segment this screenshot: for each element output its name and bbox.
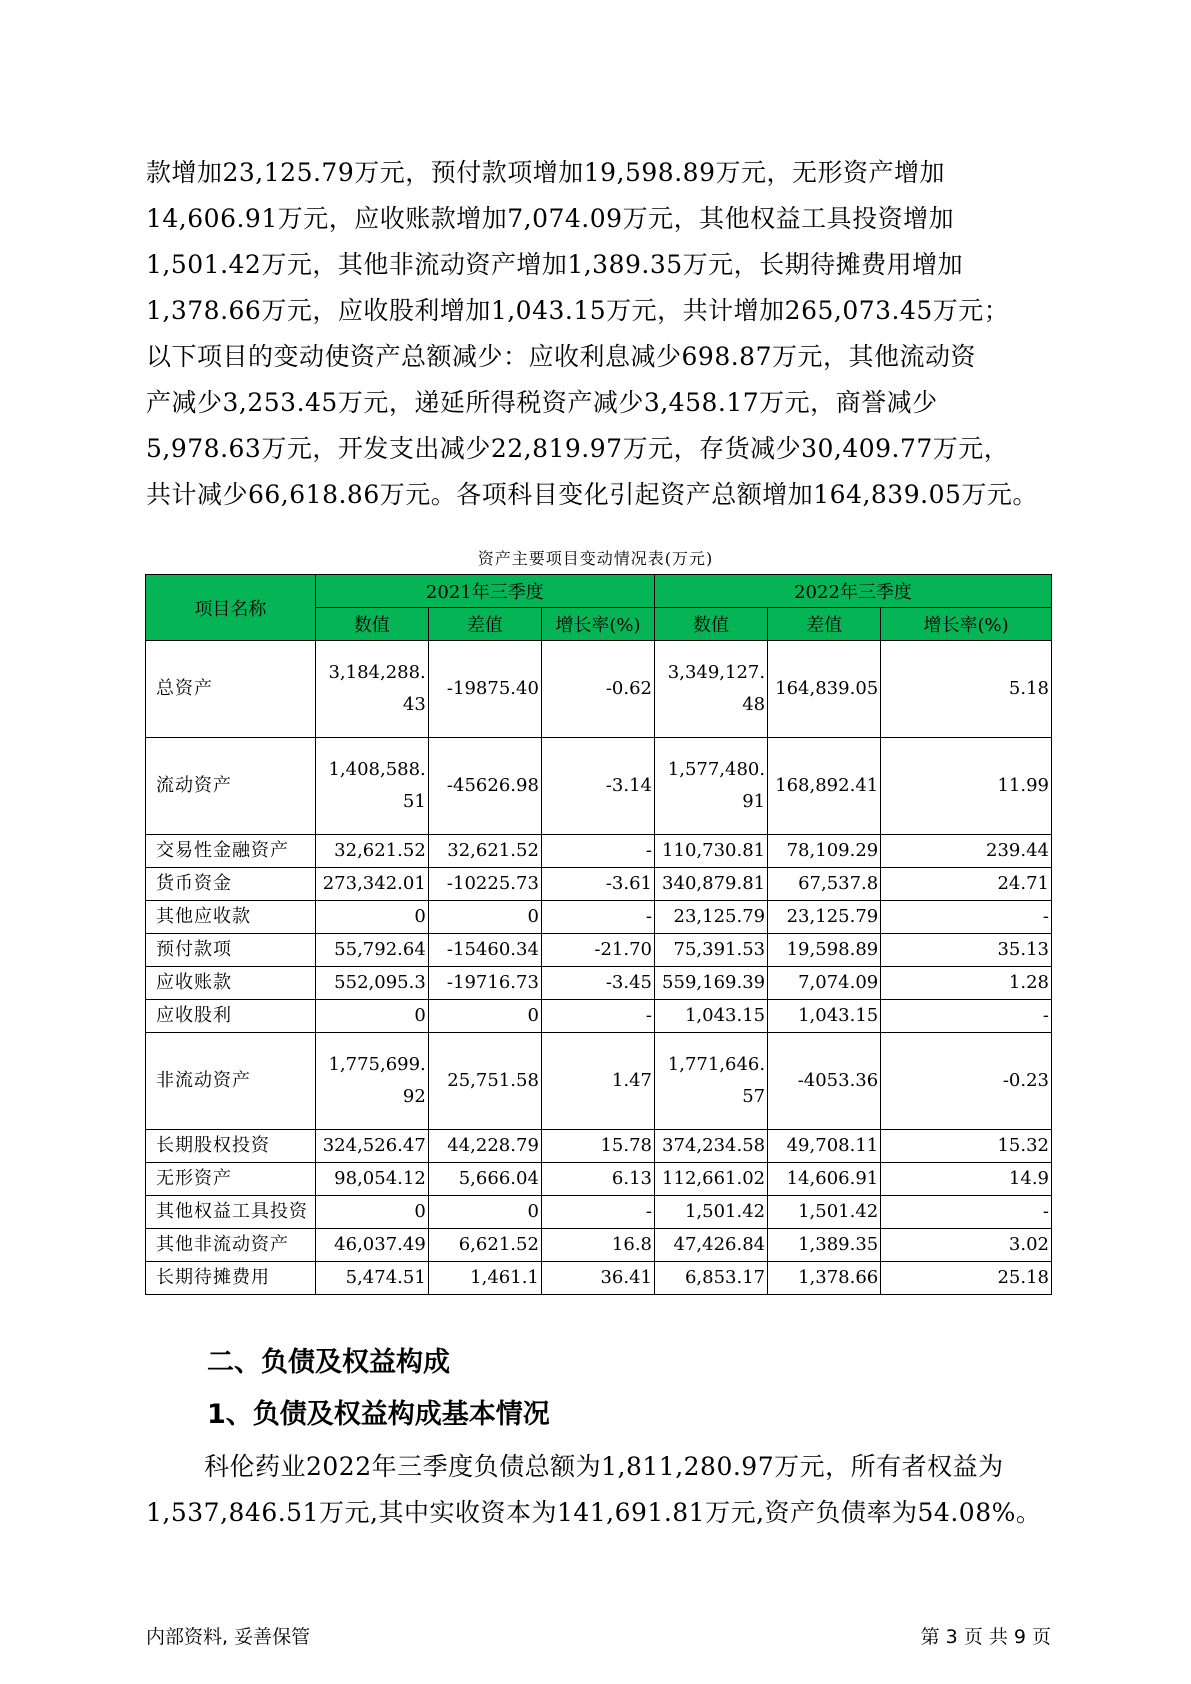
table-cell: 46,037.49 (315, 1229, 428, 1262)
table-cell: 0 (428, 1000, 541, 1033)
row-label: 应收股利 (146, 1000, 316, 1033)
table-cell: - (881, 901, 1052, 934)
table-row (146, 901, 1052, 934)
table-cell: 273,342.01 (315, 868, 428, 901)
table-caption: 资产主要项目变动情况表(万元) (477, 549, 714, 568)
table-cell: 1,775,699.92 (315, 1033, 428, 1130)
table-cell: 15.32 (881, 1130, 1052, 1163)
table-cell: 164,839.05 (768, 641, 881, 738)
table-row (146, 1229, 1052, 1262)
table-cell: 67,537.8 (768, 868, 881, 901)
table-cell: 55,792.64 (315, 934, 428, 967)
table-cell: 374,234.58 (655, 1130, 768, 1163)
row-label: 总资产 (146, 641, 316, 738)
table-cell: 49,708.11 (768, 1130, 881, 1163)
footer-confidential-note: 内部资料, 妥善保管 (146, 1626, 311, 1648)
subheader-value: 数值 (655, 608, 768, 641)
table-cell: 112,661.02 (655, 1163, 768, 1196)
row-label: 交易性金融资产 (146, 835, 316, 868)
row-label: 其他权益工具投资 (146, 1196, 316, 1229)
section-heading: 二、负债及权益构成 (207, 1347, 450, 1378)
table-cell: 0 (315, 1000, 428, 1033)
table-cell: 14,606.91 (768, 1163, 881, 1196)
table-cell: 1,389.35 (768, 1229, 881, 1262)
subheader-diff: 差值 (768, 608, 881, 641)
table-cell: 25,751.58 (428, 1033, 541, 1130)
table-row (146, 1163, 1052, 1196)
table-cell: 1,771,646.57 (655, 1033, 768, 1130)
subsection-heading: 1、负债及权益构成基本情况 (207, 1399, 550, 1430)
table-row (146, 868, 1052, 901)
table-cell: 1,501.42 (768, 1196, 881, 1229)
footer-page-number: 第 3 页 共 9 页 (920, 1626, 1051, 1648)
text-line: 1,378.66万元，应收股利增加1,043.15万元，共计增加265,073.45万元； (146, 296, 1010, 325)
table-cell: -3.14 (541, 738, 654, 835)
table-cell: 1.28 (881, 967, 1052, 1000)
text-line: 款增加23,125.79万元，预付款项增加19,598.89万元，无形资产增加 (146, 158, 945, 187)
table-cell: -0.62 (541, 641, 654, 738)
text-line: 1,501.42万元，其他非流动资产增加1,389.35万元，长期待摊费用增加 (146, 250, 964, 279)
header-period-2021: 2021年三季度 (315, 575, 654, 608)
table-row (146, 1000, 1052, 1033)
table-cell: 75,391.53 (655, 934, 768, 967)
table-cell: 1,043.15 (768, 1000, 881, 1033)
table-cell: -10225.73 (428, 868, 541, 901)
table-cell: - (541, 901, 654, 934)
table-cell: 3.02 (881, 1229, 1052, 1262)
table-row (146, 738, 1052, 835)
table-cell: 6,853.17 (655, 1262, 768, 1295)
table-cell: 19,598.89 (768, 934, 881, 967)
table-cell: 0 (428, 901, 541, 934)
row-label: 其他应收款 (146, 901, 316, 934)
table-row (146, 1033, 1052, 1130)
table-cell: 32,621.52 (428, 835, 541, 868)
table-cell: 1,461.1 (428, 1262, 541, 1295)
table-cell: - (541, 1196, 654, 1229)
table-cell: 6.13 (541, 1163, 654, 1196)
table-cell: 1.47 (541, 1033, 654, 1130)
table-cell: 239.44 (881, 835, 1052, 868)
table-cell: 3,349,127.48 (655, 641, 768, 738)
table-cell: 5.18 (881, 641, 1052, 738)
table-cell: 0 (428, 1196, 541, 1229)
table-cell: 340,879.81 (655, 868, 768, 901)
table-cell: 1,408,588.51 (315, 738, 428, 835)
table-cell: 1,378.66 (768, 1262, 881, 1295)
table-cell: - (541, 835, 654, 868)
table-cell: -45626.98 (428, 738, 541, 835)
table-cell: 168,892.41 (768, 738, 881, 835)
table-cell: 32,621.52 (315, 835, 428, 868)
table-cell: 1,043.15 (655, 1000, 768, 1033)
text-line: 1,537,846.51万元,其中实收资本为141,691.81万元,资产负债率为54.08%。 (146, 1498, 1042, 1527)
subheader-growth: 增长率(%) (881, 608, 1052, 641)
subheader-diff: 差值 (428, 608, 541, 641)
table-cell: 0 (315, 1196, 428, 1229)
table-cell: 35.13 (881, 934, 1052, 967)
table-cell: 1,577,480.91 (655, 738, 768, 835)
table-cell: - (881, 1000, 1052, 1033)
table-cell: 5,666.04 (428, 1163, 541, 1196)
row-label: 应收账款 (146, 967, 316, 1000)
subheader-growth: 增长率(%) (541, 608, 654, 641)
table-cell: 324,526.47 (315, 1130, 428, 1163)
table-cell: 552,095.3 (315, 967, 428, 1000)
table-cell: - (881, 1196, 1052, 1229)
table-cell: -15460.34 (428, 934, 541, 967)
table-cell: -19716.73 (428, 967, 541, 1000)
row-label: 非流动资产 (146, 1033, 316, 1130)
table-cell: 23,125.79 (768, 901, 881, 934)
row-label: 长期股权投资 (146, 1130, 316, 1163)
table-row (146, 1196, 1052, 1229)
body-paragraph-1 (146, 150, 1056, 518)
table-row (146, 641, 1052, 738)
row-label: 货币资金 (146, 868, 316, 901)
table-cell: 24.71 (881, 868, 1052, 901)
row-label: 长期待摊费用 (146, 1262, 316, 1295)
text-line: 以下项目的变动使资产总额减少：应收利息减少698.87万元，其他流动资 (146, 342, 976, 371)
table-cell: 0 (315, 901, 428, 934)
table-cell: -21.70 (541, 934, 654, 967)
text-line: 共计减少66,618.86万元。各项科目变化引起资产总额增加164,839.05万元。 (146, 480, 1038, 509)
table-cell: 7,074.09 (768, 967, 881, 1000)
table-cell: -0.23 (881, 1033, 1052, 1130)
table-cell: -3.45 (541, 967, 654, 1000)
table-cell: 16.8 (541, 1229, 654, 1262)
table-row (146, 1262, 1052, 1295)
table-cell: 559,169.39 (655, 967, 768, 1000)
row-label: 无形资产 (146, 1163, 316, 1196)
table-cell: 47,426.84 (655, 1229, 768, 1262)
table-cell: 1,501.42 (655, 1196, 768, 1229)
table-cell: -4053.36 (768, 1033, 881, 1130)
table-row (146, 934, 1052, 967)
table-cell: 3,184,288.43 (315, 641, 428, 738)
table-row (146, 835, 1052, 868)
table-cell: 11.99 (881, 738, 1052, 835)
body-paragraph-2 (146, 1444, 1056, 1536)
table-cell: 25.18 (881, 1262, 1052, 1295)
table-cell: 98,054.12 (315, 1163, 428, 1196)
text-line: 科伦药业2022年三季度负债总额为1,811,280.97万元，所有者权益为 (204, 1452, 1004, 1481)
table-row (146, 1130, 1052, 1163)
text-line: 产减少3,253.45万元，递延所得税资产减少3,458.17万元，商誉减少 (146, 388, 938, 417)
table-cell: -3.61 (541, 868, 654, 901)
subheader-value: 数值 (315, 608, 428, 641)
table-cell: 14.9 (881, 1163, 1052, 1196)
table-row (146, 967, 1052, 1000)
asset-change-table (145, 574, 1052, 1295)
table-cell: -19875.40 (428, 641, 541, 738)
row-label: 其他非流动资产 (146, 1229, 316, 1262)
row-label: 预付款项 (146, 934, 316, 967)
table-cell: 110,730.81 (655, 835, 768, 868)
text-line: 14,606.91万元，应收账款增加7,074.09万元，其他权益工具投资增加 (146, 204, 955, 233)
row-label: 流动资产 (146, 738, 316, 835)
table-cell: 78,109.29 (768, 835, 881, 868)
table-cell: 15.78 (541, 1130, 654, 1163)
table-cell: 5,474.51 (315, 1262, 428, 1295)
table-cell: 6,621.52 (428, 1229, 541, 1262)
table-cell: 23,125.79 (655, 901, 768, 934)
header-item-name: 项目名称 (146, 575, 316, 641)
table-cell: 36.41 (541, 1262, 654, 1295)
text-line: 5,978.63万元，开发支出减少22,819.97万元，存货减少30,409.77万元， (146, 434, 1010, 463)
table-cell: - (541, 1000, 654, 1033)
table-cell: 44,228.79 (428, 1130, 541, 1163)
header-period-2022: 2022年三季度 (655, 575, 1052, 608)
